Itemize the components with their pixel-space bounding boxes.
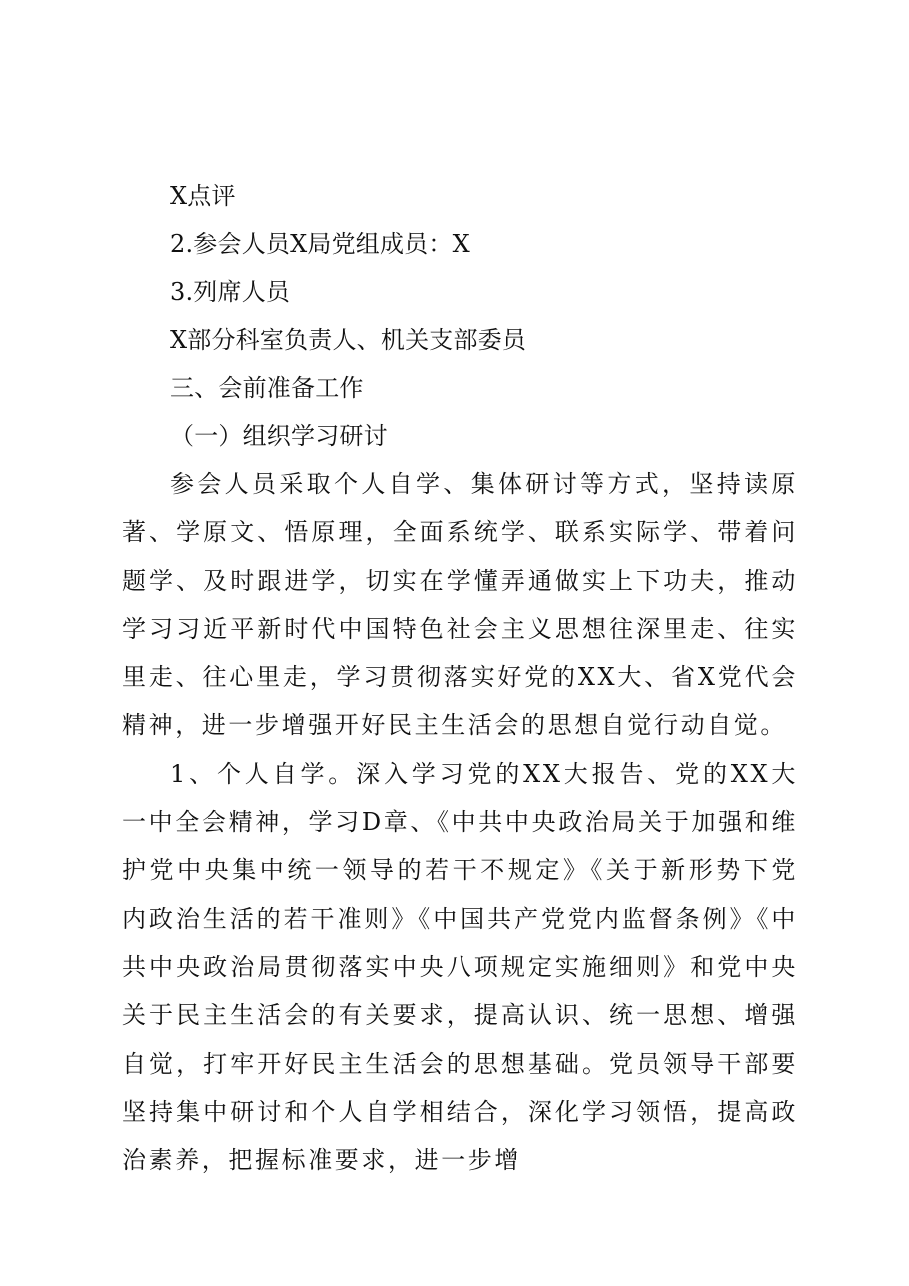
- paragraph-self-study: 1、个人自学。深入学习党的XX大报告、党的XX大一中全会精神，学习D章、《中共中央政治局关于加强和维护党中央集中统一领导的若干不规定》《关于新形势下党内政治生活的若干准则》《中国共产党党内监督条例》《中共中央政治局贯彻落实中央八项规定实施细则》和党中央关于民主生活会的有关要求，提高认识、统一思想、增强自觉，打牢开好民主生活会的思想基础。党员领导干部要坚持集中研讨和个人自学相结合，深化学习领悟，提高政治素养，把握标准要求，进一步增: [122, 759, 798, 1175]
- line-observers-heading: 3.列席人员: [170, 278, 291, 306]
- line-observers: X部分科室负责人、机关支部委员: [170, 326, 527, 354]
- paragraph-study: 参会人员采取个人自学、集体研讨等方式，坚持读原著、学原文、悟原理，全面系统学、联系实际学、带着问题学、及时跟进学，切实在学懂弄通做实上下功夫，推动学习习近平新时代中国特色社会主义思想往深里走、往实里走、往心里走，学习贯彻落实好党的XX大、省X党代会精神，进一步增强开好民主生活会的思想自觉行动自觉。: [122, 470, 798, 740]
- document-body: [122, 172, 798, 1184]
- subsection-heading: （一）组织学习研讨: [170, 422, 388, 450]
- line-review: X点评: [170, 182, 236, 210]
- line-attendees: 2.参会人员X局党组成员：X: [170, 230, 470, 258]
- section-heading: 三、会前准备工作: [170, 374, 364, 402]
